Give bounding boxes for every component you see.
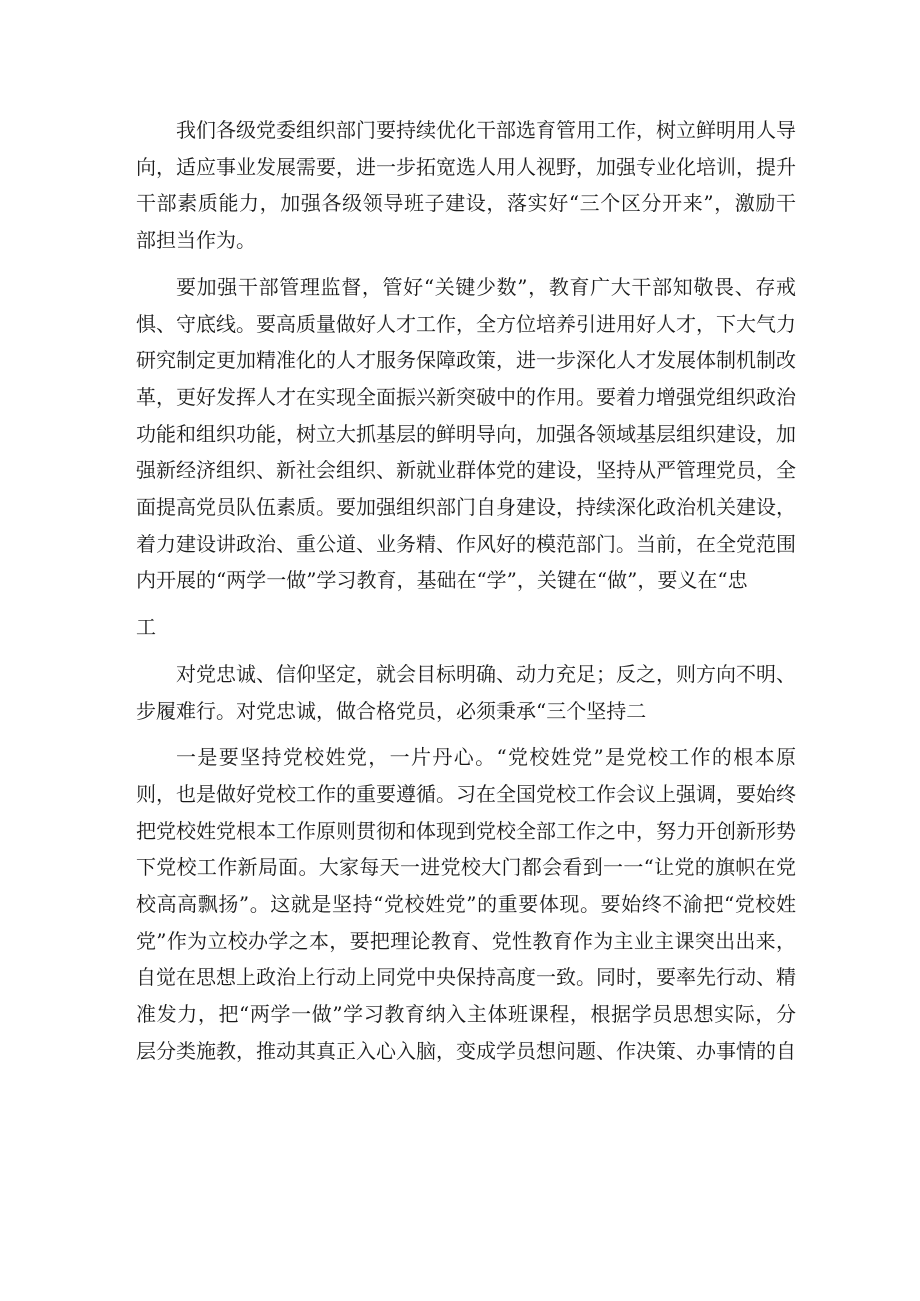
paragraph-cadre-selection: 我们各级党委组织部门要持续优化干部选育管用工作，树立鲜明用人导向，适应事业发展需要，进一步拓宽选人用人视野，加强专业化培训，提升干部素质能力，加强各级领导班子建设，落实好“三个区分开来”，激励干部担当作为。 <box>136 118 796 253</box>
paragraph-loyalty: 对党忠诚、信仰坚定，就会目标明确、动力充足；反之，则方向不明、步履难行。对党忠诚，做合格党员，必须秉承“三个坚持二 <box>136 661 796 723</box>
document-body <box>136 112 796 1080</box>
paragraph-fragment: 工 <box>136 615 156 640</box>
paragraph-party-school: 一是要坚持党校姓党，一片丹心。“党校姓党”是党校工作的根本原则，也是做好党校工作的重要遵循。习在全国党校工作会议上强调，要始终把党校姓党根本工作原则贯彻和体现到党校全部工作之中，努力开创新形势下党校工作新局面。大家每天一进党校大门都会看到一一“让党的旗帜在党校高高飘扬”。这就是坚持“党校姓党”的重要体现。要始终不渝把“党校姓党”作为立校办学之本，要把理论教育、党性教育作为主业主课突出出来，自觉在思想上政治上行动上同党中央保持高度一致。同时，要率先行动、精准发力，把“两学一做”学习教育纳入主体班课程，根据学员思想实际，分层分类施教，推动其真正入心入脑，变成学员想问题、作决策、办事情的自 <box>136 745 796 1063</box>
paragraph-cadre-supervision: 要加强干部管理监督，管好“关键少数”，教育广大干部知敬畏、存戒惧、守底线。要高质量做好人才工作，全方位培养引进用好人才，下大气力研究制定更加精准化的人才服务保障政策，进一步深化人才发展体制机制改革，更好发挥人才在实现全面振兴新突破中的作用。要着力增强党组织政治功能和组织功能，树立大抓基层的鲜明导向，加强各领域基层组织建设，加强新经济组织、新社会组织、新就业群体党的建设，坚持从严管理党员，全面提高党员队伍素质。要加强组织部门自身建设，持续深化政治机关建设，着力建设讲政治、重公道、业务精、作风好的模范部门。当前，在全党范围内开展的“两学一做”学习教育，基础在“学”，关键在“做”，要义在“忠 <box>136 274 796 593</box>
